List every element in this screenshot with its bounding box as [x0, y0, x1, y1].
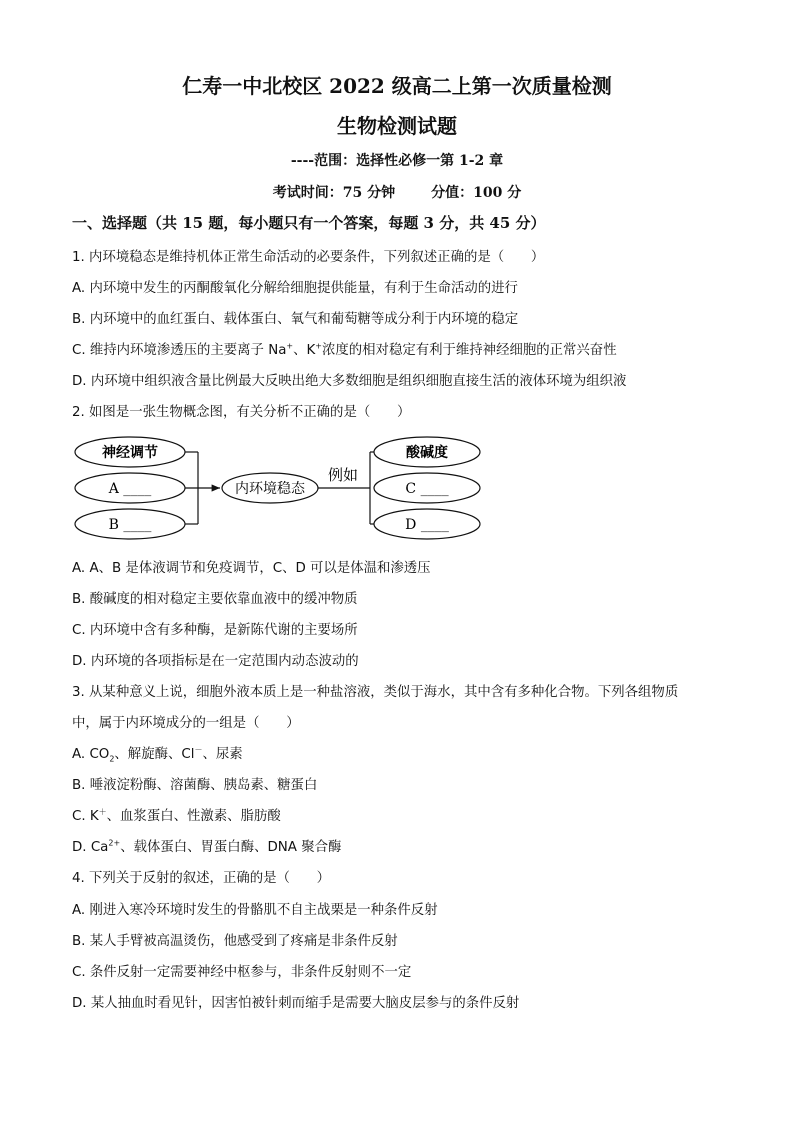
exam-score: 分值：100 分	[431, 185, 522, 201]
question-3-option-c: C. K＋、血浆蛋白、性激素、脂肪酸	[72, 807, 281, 824]
exam-subtitle: 生物检测试题	[337, 114, 457, 138]
question-1-option-d: D. 内环境中组织液含量比例最大反映出绝大多数细胞是组织细胞直接生活的液体环境为组织液	[72, 374, 627, 389]
diagram-label-left-1: 神经调节	[102, 445, 158, 461]
diagram-label-right-1: 酸碱度	[406, 445, 448, 461]
question-3-option-b: B. 唾液淀粉酶、溶菌酶、胰岛素、糖蛋白	[72, 778, 318, 793]
exam-title: 仁寿一中北校区 2022 级高二上第一次质量检测	[182, 74, 612, 98]
question-1-option-b: B. 内环境中的血红蛋白、载体蛋白、氧气和葡萄糖等成分利于内环境的稳定	[72, 312, 519, 327]
question-4-option-d: D. 某人抽血时看见针，因害怕被针刺而缩手是需要大脑皮层参与的条件反射	[72, 996, 520, 1011]
question-1-option-c: C. 维持内环境渗透压的主要离子 Na+、K+浓度的相对稳定有利于维持神经细胞的正常兴奋性	[72, 341, 617, 358]
question-2-option-a: A. A、B 是体液调节和免疫调节，C、D 可以是体温和渗透压	[72, 561, 431, 576]
diagram-label-left-3: B ____	[108, 517, 152, 533]
diagram-label-right-2: C ____	[405, 481, 449, 497]
exam-time: 考试时间：75 分钟	[272, 185, 396, 201]
question-1-option-a: A. 内环境中发生的丙酮酸氧化分解给细胞提供能量，有利于生命活动的进行	[72, 281, 518, 296]
question-3-stem-line-1: 3. 从某种意义上说，细胞外液本质上是一种盐溶液，类似于海水，其中含有多种化合物。下列各组物质	[72, 685, 679, 700]
question-4-option-c: C. 条件反射一定需要神经中枢参与，非条件反射则不一定	[72, 965, 412, 980]
question-2-option-c: C. 内环境中含有多种酶，是新陈代谢的主要场所	[72, 623, 358, 638]
diagram-label-left-2: A ____	[108, 481, 152, 497]
question-4-option-a: A. 刚进入寒冷环境时发生的骨骼肌不自主战栗是一种条件反射	[72, 903, 438, 918]
diagram-label-center: 内环境稳态	[235, 481, 305, 497]
concept-diagram	[70, 430, 500, 550]
exam-info	[0, 182, 794, 202]
section-title: 一、选择题（共 15 题，每小题只有一个答案，每题 3 分，共 45 分）	[72, 214, 546, 232]
diagram-label-right-3: D ____	[405, 517, 449, 533]
question-2-option-b: B. 酸碱度的相对稳定主要依靠血液中的缓冲物质	[72, 592, 358, 607]
question-4-option-b: B. 某人手臂被高温烫伤，他感受到了疼痛是非条件反射	[72, 934, 398, 949]
question-2-option-d: D. 内环境的各项指标是在一定范围内动态波动的	[72, 654, 359, 669]
question-2-stem: 2. 如图是一张生物概念图，有关分析不正确的是（ ）	[72, 405, 411, 420]
diagram-label-link: 例如	[327, 466, 359, 484]
question-4-stem: 4. 下列关于反射的叙述，正确的是（ ）	[72, 871, 331, 886]
question-3-option-a: A. $CO_2$、解旋酶、Cl－、尿素	[72, 745, 243, 764]
question-1-stem: 1. 内环境稳态是维持机体正常生命活动的必要条件，下列叙述正确的是（ ）	[72, 250, 545, 265]
question-3-option-d: D. $Ca^{2+}$、载体蛋白、胃蛋白酶、DNA 聚合酶	[72, 838, 342, 855]
exam-scope: ----范围：选择性必修一第 1-2 章	[290, 153, 504, 169]
question-3-stem-line-2: 中，属于内环境成分的一组是（ ）	[72, 716, 300, 731]
